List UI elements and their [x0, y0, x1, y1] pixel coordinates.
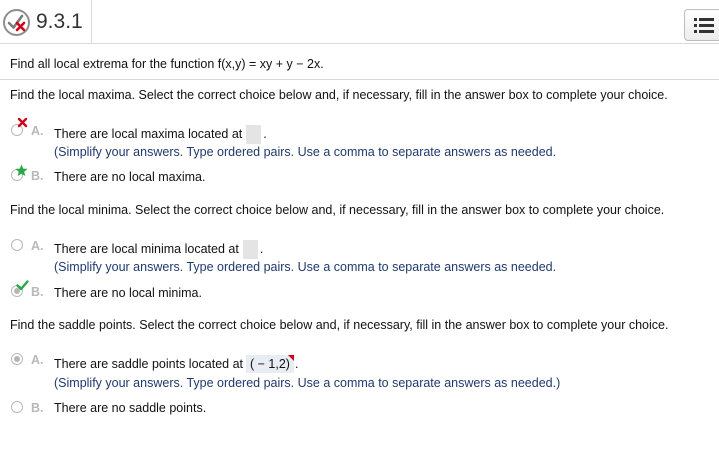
saddle-choice-b-letter: B.	[31, 401, 44, 415]
saddle-answer-period: .	[294, 357, 299, 371]
question-prompt: Find all local extrema for the function f(x,y) = xy + y − 2x.	[10, 57, 324, 71]
saddle-answer-box[interactable]	[246, 355, 294, 373]
incorrect-check-x-icon	[3, 9, 30, 36]
minima-choice-b-letter: B.	[31, 285, 44, 299]
saddle-choice-a-letter: A.	[31, 353, 44, 367]
question-number: 9.3.1	[36, 10, 83, 33]
header-divider	[91, 0, 92, 44]
question-menu-button[interactable]	[684, 9, 719, 41]
prompt-divider	[0, 79, 719, 80]
maxima-choice-a-text: There are local maxima located at	[54, 126, 243, 141]
minima-choice-a-letter: A.	[31, 239, 44, 253]
saddle-choice-a	[54, 355, 298, 373]
maxima-choice-b-letter: B.	[31, 169, 44, 183]
minima-instruction: Find the local minima. Select the correct choice below and, if necessary, fill in the answer box to complete your choice.	[10, 203, 665, 217]
saddle-choice-a-text: There are saddle points located at	[54, 357, 244, 371]
saddle-hint: (Simplify your answers. Type ordered pairs. Use a comma to separate answers as needed.)	[54, 376, 561, 390]
minima-answer-box[interactable]	[243, 240, 258, 259]
saddle-choice-a-radio[interactable]	[11, 353, 23, 365]
maxima-choice-a	[54, 125, 267, 144]
minima-choice-a-radio[interactable]	[11, 239, 23, 251]
minima-choice-b-text: There are no local minima.	[54, 286, 202, 300]
maxima-instruction: Find the local maxima. Select the correct choice below and, if necessary, fill in the answer box to complete your choice.	[10, 88, 668, 102]
saddle-instruction: Find the saddle points. Select the correct choice below and, if necessary, fill in the answer box to complete your choice.	[10, 318, 669, 332]
maxima-answer-box[interactable]	[246, 125, 261, 144]
maxima-choice-b-text: There are no local maxima.	[54, 170, 206, 184]
maxima-choice-a-letter: A.	[31, 124, 44, 138]
minima-hint: (Simplify your answers. Type ordered pairs. Use a comma to separate answers as needed.	[54, 260, 557, 274]
saddle-answer-value: ( − 1,2)	[250, 357, 290, 371]
incorrect-flag-icon	[288, 355, 294, 361]
list-menu-icon	[694, 18, 714, 33]
green-check-icon	[16, 280, 29, 291]
maxima-hint: (Simplify your answers. Type ordered pairs. Use a comma to separate answers as needed.	[54, 145, 557, 159]
question-header	[0, 0, 719, 44]
maxima-answer-period: .	[263, 126, 267, 141]
red-x-icon	[17, 117, 28, 128]
minima-choice-a-text: There are local minima located at	[54, 241, 239, 256]
saddle-choice-b-text: There are no saddle points.	[54, 401, 207, 415]
minima-choice-a	[54, 240, 263, 259]
saddle-choice-b-radio[interactable]	[11, 401, 23, 413]
minima-answer-period: .	[259, 241, 264, 256]
green-star-icon	[15, 164, 28, 177]
